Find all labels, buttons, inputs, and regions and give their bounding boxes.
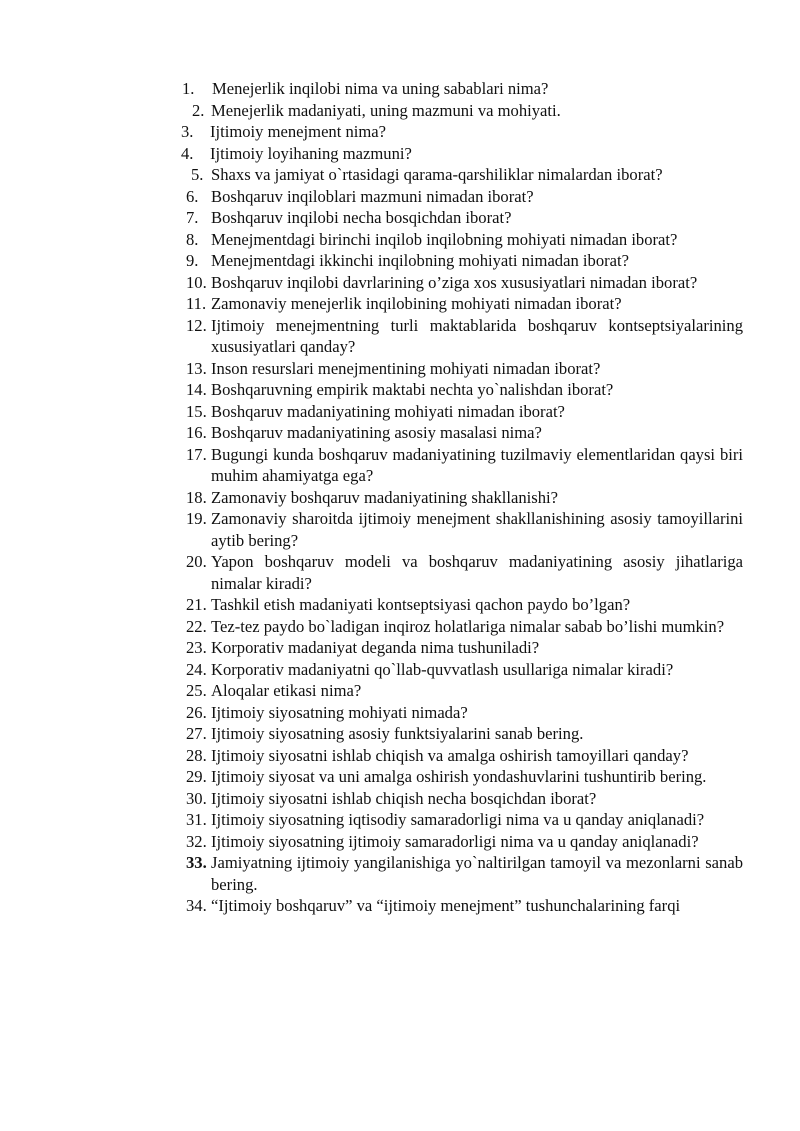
item-number: 26. — [186, 702, 207, 722]
list-item — [150, 121, 743, 143]
list-item — [150, 788, 743, 810]
item-text: Menejerlik inqilobi nima va uning sabablari nima? — [212, 79, 549, 98]
item-text: Aloqalar etikasi nima? — [211, 681, 362, 700]
list-item — [150, 315, 743, 358]
list-item — [150, 745, 743, 767]
item-text: “Ijtimoiy boshqaruv” va “ijtimoiy menejment” tushunchalarining farqi — [211, 896, 681, 915]
item-number: 2. — [192, 100, 205, 120]
list-item — [150, 358, 743, 380]
item-number: 27. — [186, 724, 207, 743]
item-number: 7. — [186, 208, 199, 227]
item-text: Boshqaruv madaniyatining mohiyati nimadan iborat? — [211, 401, 565, 421]
item-number: 25. — [186, 681, 207, 700]
item-text: Korporativ madaniyatni qo`llab-quvvatlash usullariga nimalar kiradi? — [211, 659, 674, 679]
item-number: 28. — [186, 745, 207, 765]
item-text: Ijtimoiy siyosatning asosiy funktsiyalarini sanab bering. — [211, 724, 584, 743]
item-text: Ijtimoiy siyosatni ishlab chiqish necha bosqichdan iborat? — [211, 788, 597, 808]
item-text: Menejmentdagi ikkinchi inqilobning mohiyati nimadan iborat? — [211, 251, 629, 270]
item-text: Jamiyatning ijtimoiy yangilanishiga yo`naltirilgan tamoyil va mezonlarni sanab bering. — [211, 853, 743, 894]
item-number: 1. — [182, 79, 195, 98]
item-number: 33. — [186, 853, 207, 872]
list-item — [150, 895, 743, 917]
list-item — [150, 723, 743, 745]
list-item — [150, 551, 743, 594]
item-number: 20. — [186, 552, 207, 571]
item-number: 31. — [186, 810, 207, 829]
list-item — [150, 766, 743, 788]
item-number: 11. — [186, 294, 207, 313]
item-number: 32. — [186, 831, 207, 851]
item-text: Bugungi kunda boshqaruv madaniyatining tuzilmaviy elementlaridan qaysi biri muhim ahamiyatga ega? — [211, 444, 743, 485]
item-text: Ijtimoiy siyosat va uni amalga oshirish yondashuvlarini tushuntirib bering. — [211, 767, 707, 786]
item-number: 29. — [186, 767, 207, 786]
item-number: 23. — [186, 638, 207, 657]
item-number: 9. — [186, 251, 199, 270]
item-text: Boshqaruv madaniyatining asosiy masalasi nima? — [211, 423, 542, 442]
list-item — [150, 229, 743, 251]
item-text: Boshqaruv inqilobi necha bosqichdan iborat? — [211, 208, 512, 227]
item-text: Zamonaviy sharoitda ijtimoiy menejment shakllanishining asosiy tamoyillarini aytib bering? — [211, 509, 743, 550]
item-text: Inson resurslari menejmentining mohiyati nimadan iborat? — [211, 358, 601, 378]
item-number: 24. — [186, 659, 207, 679]
item-text: Korporativ madaniyat deganda nima tushuniladi? — [211, 638, 540, 657]
list-item — [150, 680, 743, 702]
list-item — [150, 594, 743, 616]
list-item — [150, 659, 743, 681]
item-text: Menejerlik madaniyati, uning mazmuni va mohiyati. — [211, 100, 561, 120]
item-number: 14. — [186, 380, 207, 399]
item-number: 19. — [186, 509, 207, 528]
item-number: 21. — [186, 595, 207, 614]
item-text: Menejmentdagi birinchi inqilob inqilobning mohiyati nimadan iborat? — [211, 229, 678, 249]
item-text: Ijtimoiy siyosatni ishlab chiqish va amalga oshirish tamoyillari qanday? — [211, 745, 689, 765]
item-number: 22. — [186, 616, 207, 636]
item-text: Tashkil etish madaniyati kontseptsiyasi qachon paydo bo’lgan? — [211, 595, 631, 614]
item-text: Boshqaruv inqiloblari mazmuni nimadan iborat? — [211, 186, 534, 206]
item-number: 12. — [186, 315, 207, 335]
item-number: 4. — [181, 143, 194, 163]
item-text: Zamonaviy boshqaruv madaniyatining shakllanishi? — [211, 487, 559, 507]
item-text: Boshqaruvning empirik maktabi nechta yo`nalishdan iborat? — [211, 380, 614, 399]
item-text: Ijtimoiy siyosatning ijtimoiy samaradorligi nima va u qanday aniqlanadi? — [211, 831, 699, 851]
list-item — [150, 508, 743, 551]
item-number: 5. — [191, 165, 204, 184]
list-item — [150, 422, 743, 444]
item-number: 3. — [181, 122, 194, 141]
item-text: Ijtimoiy siyosatning iqtisodiy samaradorligi nima va u qanday aniqlanadi? — [211, 810, 705, 829]
list-item — [150, 207, 743, 229]
list-item — [150, 444, 743, 487]
item-number: 6. — [186, 186, 199, 206]
list-item — [150, 164, 743, 186]
item-number: 16. — [186, 423, 207, 442]
item-number: 13. — [186, 358, 207, 378]
item-text: Ijtimoiy menejmentning turli maktablarida boshqaruv kontseptsiyalarining xususiyatlari qanday? — [211, 315, 743, 356]
list-item — [150, 809, 743, 831]
list-item — [150, 293, 743, 315]
item-text: Shaxs va jamiyat o`rtasidagi qarama-qarshiliklar nimalardan iborat? — [211, 165, 663, 184]
item-text: Ijtimoiy loyihaning mazmuni? — [210, 143, 412, 163]
list-item — [150, 401, 743, 423]
list-item — [150, 637, 743, 659]
item-text: Yapon boshqaruv modeli va boshqaruv madaniyatining asosiy jihatlariga nimalar kiradi? — [211, 552, 743, 593]
list-item — [150, 702, 743, 724]
list-item — [150, 186, 743, 208]
list-item — [150, 852, 743, 895]
item-number: 10. — [186, 272, 207, 292]
question-list — [150, 78, 743, 917]
item-text: Boshqaruv inqilobi davrlarining o’ziga xos xususiyatlari nimadan iborat? — [211, 272, 698, 292]
item-number: 34. — [186, 896, 207, 915]
item-text: Ijtimoiy menejment nima? — [210, 122, 387, 141]
list-item — [150, 487, 743, 509]
list-item — [150, 272, 743, 294]
list-item — [150, 250, 743, 272]
list-item — [150, 143, 743, 165]
item-number: 30. — [186, 788, 207, 808]
list-item — [150, 100, 743, 122]
item-text: Tez-tez paydo bo`ladigan inqiroz holatlariga nimalar sabab bo’lishi mumkin? — [211, 616, 725, 636]
item-text: Zamonaviy menejerlik inqilobining mohiyati nimadan iborat? — [211, 294, 622, 313]
item-text: Ijtimoiy siyosatning mohiyati nimada? — [211, 702, 468, 722]
item-number: 15. — [186, 401, 207, 421]
list-item — [150, 831, 743, 853]
item-number: 18. — [186, 487, 207, 507]
list-item — [150, 616, 743, 638]
list-item — [150, 78, 743, 100]
item-number: 17. — [186, 444, 207, 464]
list-item — [150, 379, 743, 401]
item-number: 8. — [186, 229, 199, 249]
